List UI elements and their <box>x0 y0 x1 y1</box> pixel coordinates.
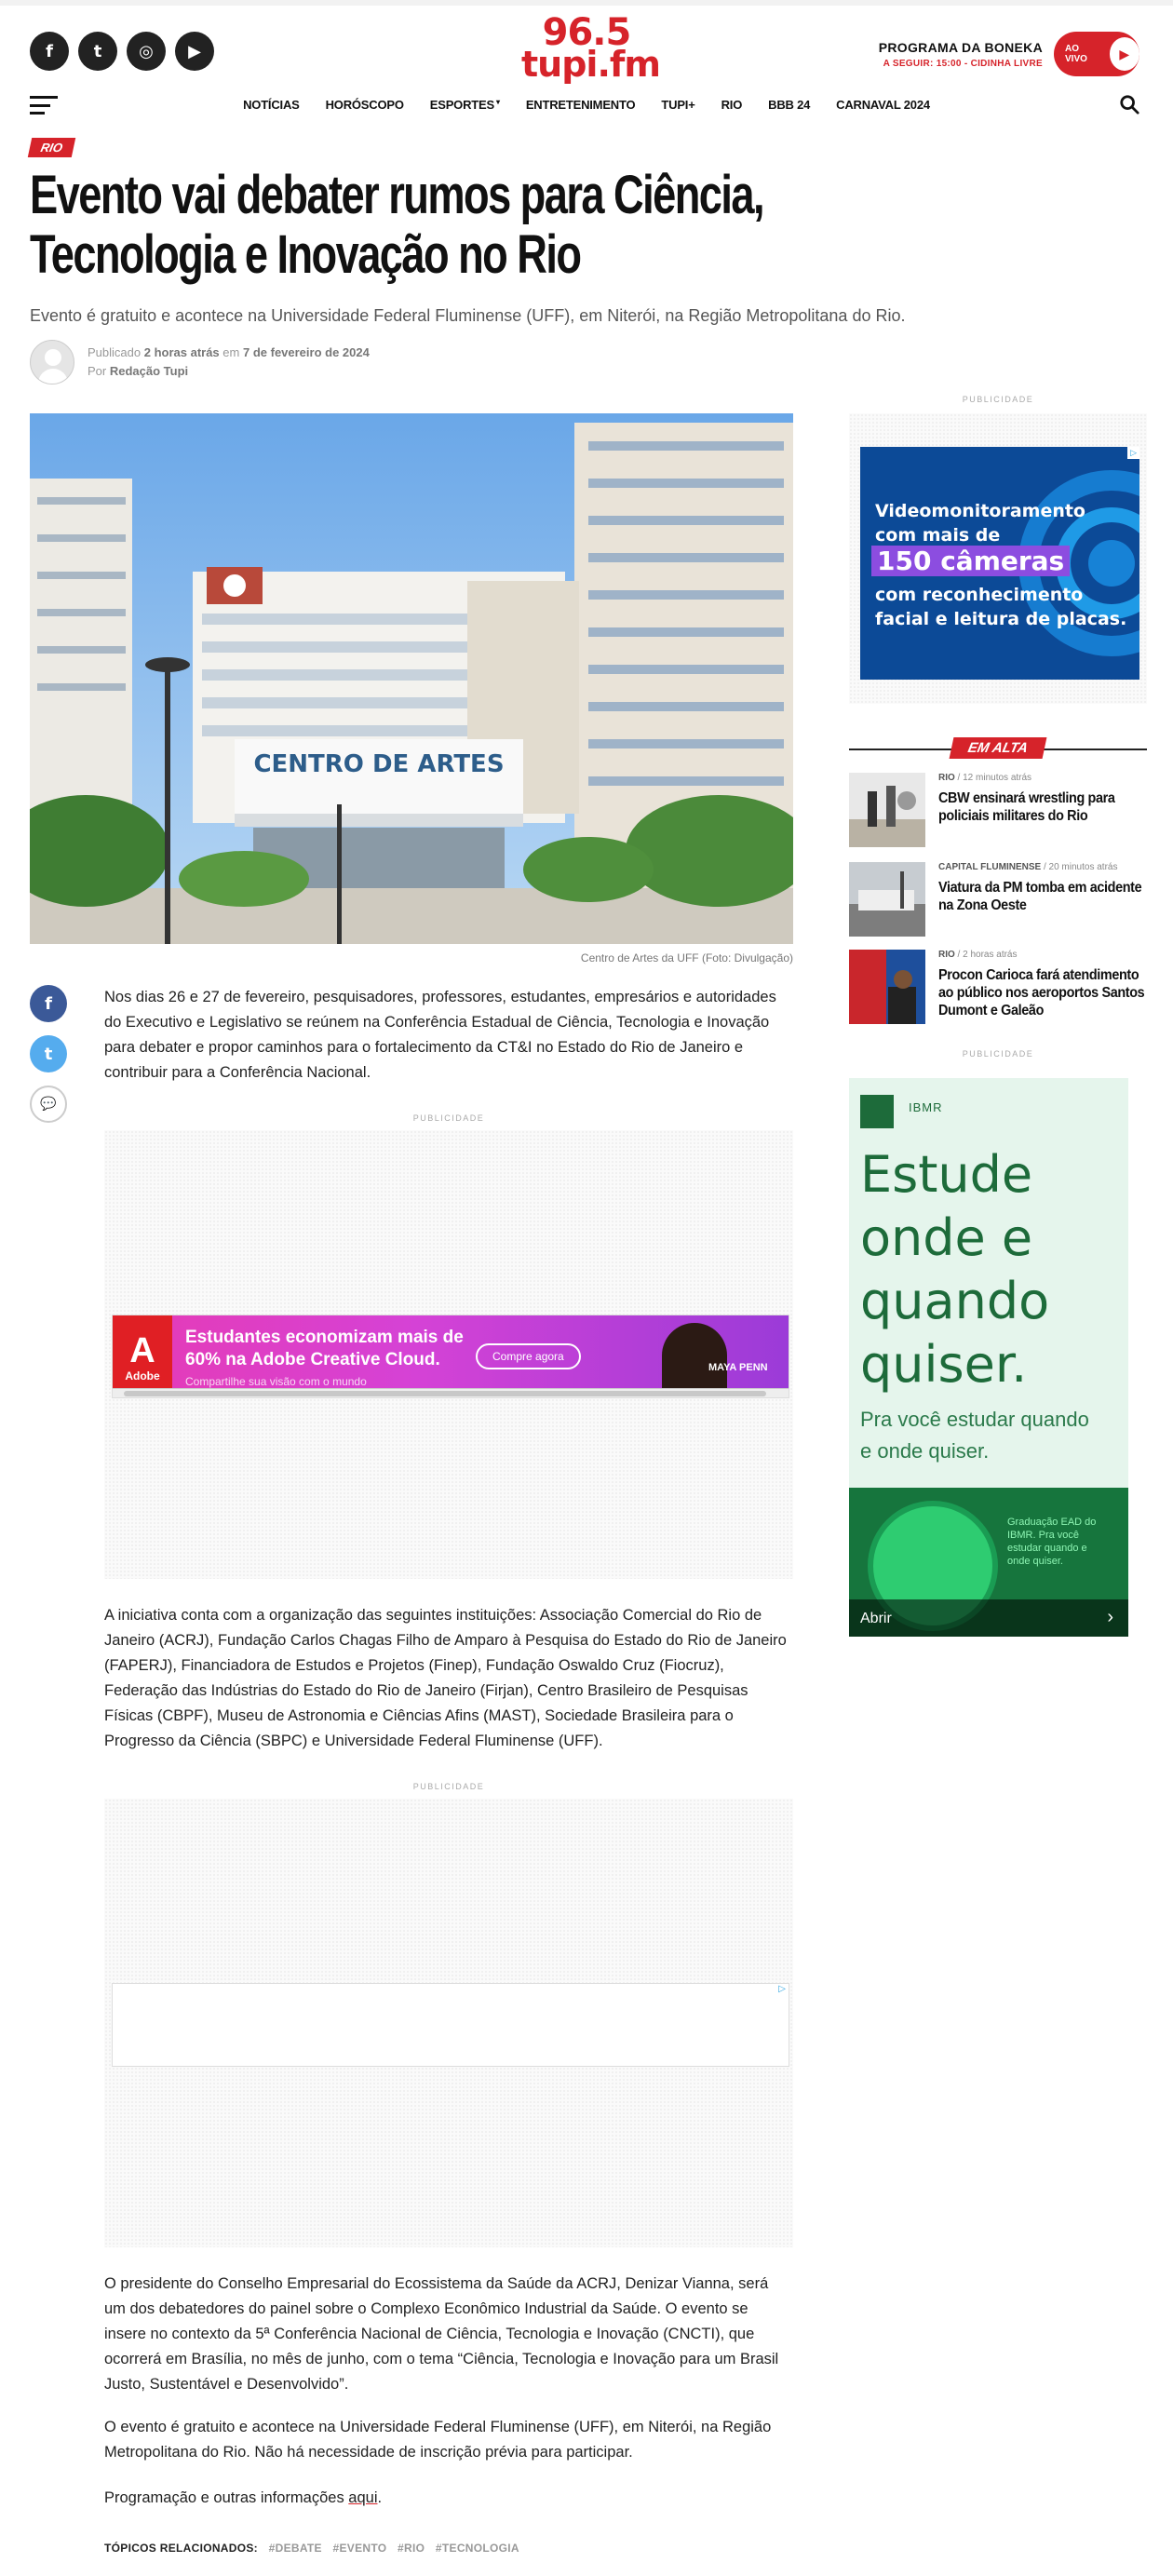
camera-ad-banner[interactable] <box>860 447 1139 680</box>
main-nav <box>0 96 1173 114</box>
trending-thumbnail <box>849 862 925 937</box>
hero-image <box>30 413 793 944</box>
adobe-headline: Estudantes economizam mais de 60% na Adobe Creative Cloud. <box>185 1328 464 1369</box>
twitter-share-icon[interactable]: t <box>30 1035 67 1072</box>
published-label: Publicado <box>88 345 142 359</box>
ad-person-image <box>662 1323 727 1398</box>
trending-item[interactable] <box>849 862 1147 937</box>
nav-item-entretenimento[interactable]: ENTRETENIMENTO <box>525 98 636 112</box>
info-line <box>104 2486 793 2511</box>
trending-time: 20 minutos atrás <box>1048 862 1118 872</box>
tag-link[interactable]: #DEBATE <box>268 2542 322 2555</box>
trending-thumbnail <box>849 950 925 1024</box>
article-title: Evento vai debater rumos para Ciência, Tecnologia e Inovação no Rio <box>30 165 764 285</box>
live-button-label: AO VIVO <box>1065 44 1087 64</box>
ibmr-headline: Estude onde e quando quiser. <box>860 1145 1050 1394</box>
live-program-name: PROGRAMA DA BONEKA <box>878 39 1043 55</box>
by-label: Por <box>88 364 107 378</box>
ad-scrollbar[interactable] <box>113 1388 789 1397</box>
ibmr-ad-banner[interactable] <box>849 1078 1128 1637</box>
image-caption: Centro de Artes da UFF (Foto: Divulgação) <box>580 951 793 964</box>
ad-label: PUBLICIDADE <box>962 1049 1034 1059</box>
logo-name: tupi.fm <box>521 44 661 85</box>
publish-info <box>88 344 370 362</box>
trending-title: CBW ensinará wrestling para policiais militares do Rio <box>938 790 1115 824</box>
paragraph: Nos dias 26 e 27 de fevereiro, pesquisadores, professores, estudantes, empresários e autoridades do Executivo e Legislativo se reúnem na Conferência Estadual de Ciência, Tecnologia e Inovação para debater e propor caminhos para o fortalecimento da CT&I no Estado do Rio de Janeiro e contribuir para a Conferência Nacional. <box>104 989 776 1081</box>
author-block <box>30 340 370 384</box>
trending-thumbnail <box>849 773 925 847</box>
adobe-brand: Adobe <box>125 1369 160 1382</box>
trending-title: Viatura da PM tomba em acidente na Zona Oeste <box>938 880 1142 913</box>
related-topics <box>104 2542 519 2555</box>
camera-ad-line2: 150 câmeras <box>871 546 1070 576</box>
trending-kicker: CAPITAL FLUMINENSE / 20 minutos atrás <box>938 862 1118 872</box>
tags-label: TÓPICOS RELACIONADOS: <box>104 2542 258 2555</box>
author-line <box>88 362 370 381</box>
share-buttons <box>30 985 67 1123</box>
nav-item-esportes[interactable] <box>430 96 500 114</box>
adobe-subline: Compartilhe sua visão com o mundo <box>185 1375 367 1388</box>
paragraph: A iniciativa conta com a organização das seguintes instituições: Associação Comercial do Rio de Janeiro (ACRJ), Fundação Carlos Chagas Filho de Amparo à Pesquisa do Estado do Rio de Janeiro (FAPERJ), Financiadora de Estudos e Projetos (Finep), Fundação Oswaldo Cruz (Fiocruz), Federação das Indústrias do Estado do Rio de Janeiro (Firjan), Centro Brasileiro de Pesquisas Físicas (CBPF), Museu de Astronomia e Ciências Afins (MAST), Sociedade Brasileira para o Progresso da Ciência (SBPC) e Universidade Federal Fluminense (UFF). <box>104 1607 787 1749</box>
logo-frequency: 96.5 <box>542 11 631 54</box>
live-next-program: A SEGUIR: 15:00 - CIDINHA LIVRE <box>883 58 1043 69</box>
play-icon: ▶ <box>1110 37 1139 71</box>
twitter-icon[interactable]: t <box>78 32 117 71</box>
nav-item-carnaval[interactable]: CARNAVAL 2024 <box>836 98 930 112</box>
info-suffix: . <box>377 2489 383 2506</box>
trending-label: EM ALTA <box>950 737 1047 759</box>
adobe-person-name: MAYA PENN <box>708 1362 768 1373</box>
adobe-ad-banner[interactable] <box>112 1315 789 1398</box>
instagram-icon[interactable]: ◎ <box>127 32 166 71</box>
trending-time: 12 minutos atrás <box>963 773 1032 783</box>
ibmr-open-label: Abrir <box>860 1611 892 1626</box>
ibmr-subline: Pra você estudar quando e onde quiser. <box>860 1408 1089 1463</box>
nav-item-esportes-label: ESPORTES <box>429 98 494 112</box>
site-logo[interactable] <box>521 11 661 85</box>
adobe-cta-button[interactable]: Compre agora <box>476 1343 581 1369</box>
search-icon[interactable] <box>1119 94 1139 115</box>
ibmr-brand: IBMR <box>909 1100 943 1114</box>
hero-sign-text: CENTRO DE ARTES <box>253 750 505 778</box>
paragraph: O evento é gratuito e acontece na Universidade Federal Fluminense (UFF), em Niterói, na Região Metropolitana do Rio. Não há necessidade de inscrição prévia para participar. <box>104 2419 772 2461</box>
comment-icon[interactable]: 💬 <box>30 1086 67 1123</box>
nav-item-bbb24[interactable]: BBB 24 <box>768 98 811 112</box>
trending-header <box>849 739 1147 758</box>
ad-label: PUBLICIDADE <box>412 1113 485 1123</box>
live-play-button[interactable] <box>1054 32 1139 76</box>
facebook-share-icon[interactable]: f <box>30 985 67 1022</box>
trending-item[interactable] <box>849 950 1147 1024</box>
social-links <box>30 32 214 71</box>
youtube-icon[interactable]: ▶ <box>175 32 214 71</box>
tag-link[interactable]: #EVENTO <box>332 2542 387 2555</box>
author-name[interactable]: Redação Tupi <box>109 364 189 378</box>
trending-kicker: RIO / 2 horas atrás <box>938 950 1018 960</box>
adchoices-icon[interactable]: ▷ <box>778 1984 786 1994</box>
paragraph: O presidente do Conselho Empresarial do Ecossistema da Saúde da ACRJ, Denizar Vianna, será um dos debatedores do painel sobre o Complexo Econômico Industrial da Saúde. O evento se insere no contexto da 5ª Conferência Nacional de Ciência, Tecnologia e Inovação (CNCTI), que ocorrerá em Brasília, no mês de junho, com o tema “Ciência, Tecnologia e Inovação para um Brasil Justo, Sustentável e Desenvolvido”. <box>104 2275 779 2393</box>
published-ago: 2 horas atrás <box>143 345 220 359</box>
ad-label: PUBLICIDADE <box>412 1782 485 1791</box>
trending-category: RIO <box>938 950 955 960</box>
chevron-right-icon: › <box>1107 1607 1113 1627</box>
article-subtitle: Evento é gratuito e acontece na Universidade Federal Fluminense (UFF), em Niterói, na Região Metropolitana do Rio. <box>30 306 906 325</box>
trending-category: CAPITAL FLUMINENSE <box>938 862 1042 872</box>
trending-category: RIO <box>938 773 955 783</box>
tag-link[interactable]: #RIO <box>398 2542 425 2555</box>
adobe-logo-icon: A Adobe <box>113 1315 172 1398</box>
nav-item-rio[interactable]: RIO <box>721 98 743 112</box>
facebook-icon[interactable]: f <box>30 32 69 71</box>
trending-kicker: RIO / 12 minutos atrás <box>938 773 1032 783</box>
ad-label: PUBLICIDADE <box>962 395 1034 404</box>
empty-ad-banner[interactable] <box>112 1983 789 2067</box>
trending-title: Procon Carioca fará atendimento ao público nos aeroportos Santos Dumont e Galeão <box>938 967 1145 1018</box>
published-date: 7 de fevereiro de 2024 <box>242 345 370 359</box>
nav-item-noticias[interactable]: NOTÍCIAS <box>243 98 300 112</box>
ibmr-logo-icon <box>860 1095 894 1128</box>
tag-link[interactable]: #TECNOLOGIA <box>435 2542 519 2555</box>
nav-item-tupi-plus[interactable]: TUPI+ <box>661 98 695 112</box>
info-link[interactable]: aqui <box>348 2489 378 2506</box>
info-prefix: Programação e outras informações <box>104 2489 349 2506</box>
published-on: em <box>222 345 240 359</box>
live-player <box>879 32 1139 76</box>
trending-time: 2 horas atrás <box>963 950 1018 960</box>
ibmr-promo-text: Graduação EAD do IBMR. Pra você estudar quando e onde quiser. <box>1007 1517 1097 1567</box>
top-strip <box>0 0 1173 6</box>
ibmr-open-button[interactable] <box>849 1599 1128 1637</box>
camera-ad-line1: Videomonitoramento com mais de <box>875 501 1085 546</box>
category-badge[interactable]: RIO <box>28 138 76 157</box>
caret-down-icon: ▾ <box>493 98 500 106</box>
camera-ad-line3: com reconhecimento facial e leitura de placas. <box>875 585 1127 629</box>
trending-item[interactable] <box>849 773 1147 847</box>
adchoices-icon[interactable]: ▷ <box>1127 447 1139 459</box>
nav-item-horoscopo[interactable]: HORÓSCOPO <box>325 98 404 112</box>
avatar <box>30 340 74 384</box>
